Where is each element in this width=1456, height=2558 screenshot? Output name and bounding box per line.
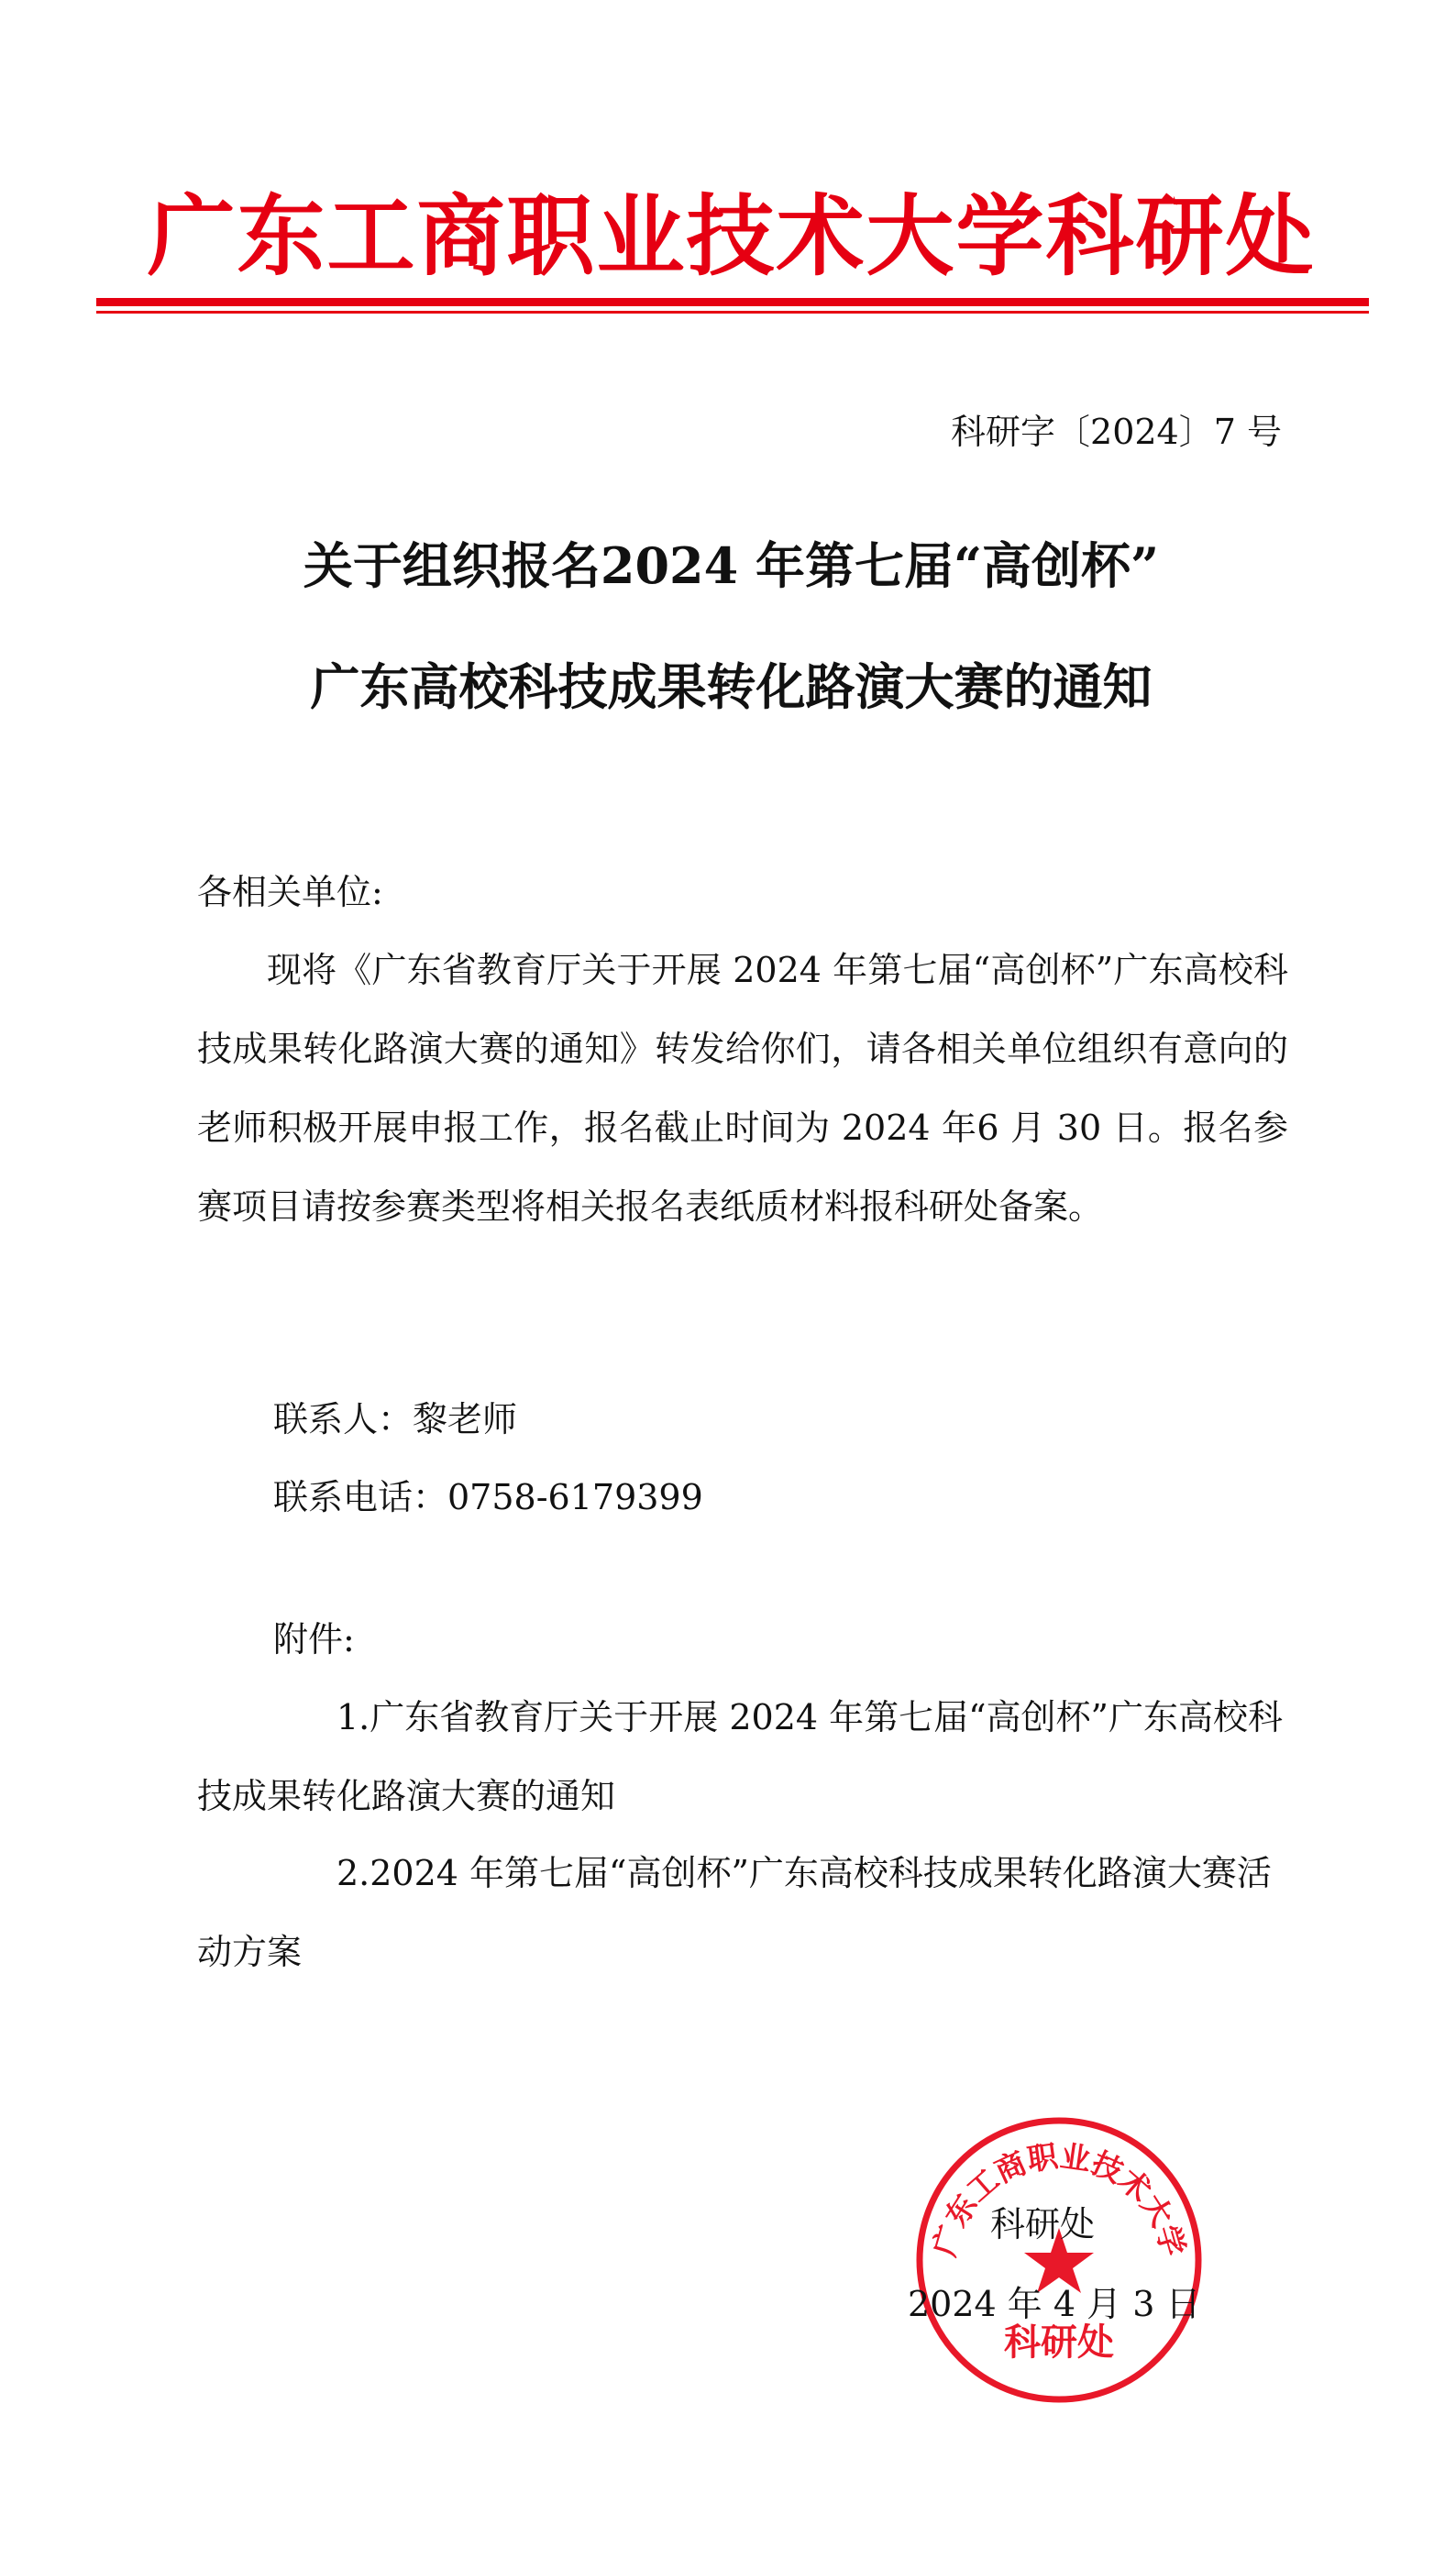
signature-unit: 科研处 (990, 2204, 1096, 2244)
document-title-line-2: 广东高校科技成果转化路演大赛的通知 (310, 657, 1153, 716)
attachment-item-2: 2.2024 年第七届“高创杯”广东高校科技成果转化路演大赛活动方案 (197, 1853, 1272, 1972)
seal-center-text: 科研处 (1004, 2321, 1114, 2364)
document-number: 科研字〔2024〕7 号 (951, 412, 1282, 452)
attachments-label: 附件: (273, 1619, 355, 1659)
contact-person: 联系人：黎老师 (273, 1399, 518, 1439)
masthead-institution: 广东工商职业技术大学科研处 (147, 184, 1316, 288)
body-paragraph: 现将《广东省教育厅关于开展 2024 年第七届“高创杯”广东高校科技成果转化路演大赛的通知》转发给你们，请各相关单位组织有意向的老师积极开展申报工作，报名截止时间为 2024 年6 月 30 日。报名参赛项目请按参赛类型将相关报名表纸质材料报科研处备案。 (197, 950, 1288, 1227)
salutation: 各相关单位: (197, 872, 383, 912)
signature-date: 2024 年 4 月 3 日 (908, 2284, 1201, 2324)
attachment-item-1: 1.广东省教育厅关于开展 2024 年第七届“高创杯”广东高校科技成果转化路演大赛的通知 (197, 1697, 1283, 1816)
masthead-rule-thin (96, 311, 1369, 314)
document-title-line-1: 关于组织报名2024 年第七届“高创杯” (303, 536, 1160, 595)
seal-ring-text: 广东工商职业技术大学 (926, 2137, 1192, 2261)
official-seal (908, 2109, 1210, 2411)
contact-phone: 联系电话：0758-6179399 (273, 1477, 703, 1517)
masthead-rule-thick (96, 298, 1369, 306)
